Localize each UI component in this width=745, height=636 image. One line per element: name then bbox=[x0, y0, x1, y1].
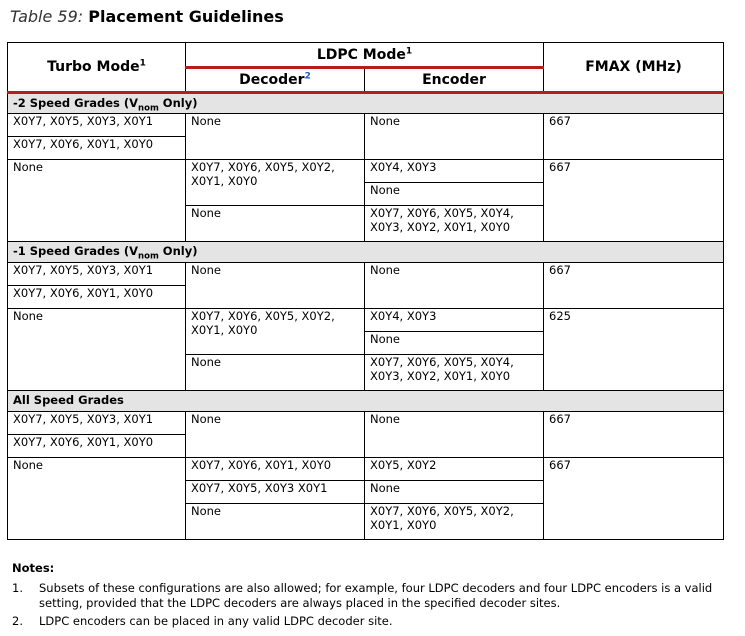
table-row bbox=[8, 412, 724, 435]
decoder-cell: None bbox=[186, 263, 365, 309]
header-ldpc-mode: LDPC Mode$^1$ bbox=[186, 43, 544, 68]
decoder-cell: X0Y7, X0Y5, X0Y3 X0Y1 bbox=[186, 481, 365, 504]
note-number: 1. bbox=[12, 581, 23, 595]
speed-grade-group-title: -1 Speed Grades ($V_{nom}$ Only) bbox=[8, 242, 724, 263]
encoder-cell: X0Y7, X0Y6, X0Y5, X0Y4, X0Y3, X0Y2, X0Y1, X0Y0 bbox=[365, 355, 544, 391]
encoder-cell: None bbox=[365, 183, 544, 206]
fmax-cell: 667 bbox=[544, 263, 724, 309]
notes-title: Notes: bbox=[12, 561, 55, 575]
turbo-mode-cell: None bbox=[8, 309, 186, 391]
encoder-cell: None bbox=[365, 412, 544, 458]
fmax-cell: 667 bbox=[544, 458, 724, 540]
note-item bbox=[12, 614, 732, 629]
decoder-cell: X0Y7, X0Y6, X0Y1, X0Y0 bbox=[186, 458, 365, 481]
encoder-cell: X0Y7, X0Y6, X0Y5, X0Y4, X0Y3, X0Y2, X0Y1, X0Y0 bbox=[365, 206, 544, 242]
speed-grade-group-title: All Speed Grades bbox=[8, 391, 724, 412]
note-item bbox=[12, 581, 732, 611]
fmax-cell: 667 bbox=[544, 114, 724, 160]
decoder-cell: None bbox=[186, 114, 365, 160]
turbo-mode-cell: X0Y7, X0Y6, X0Y1, X0Y0 bbox=[8, 435, 186, 458]
table-row bbox=[8, 93, 724, 114]
table-row bbox=[8, 391, 724, 412]
fmax-cell: 667 bbox=[544, 412, 724, 458]
turbo-mode-cell: X0Y7, X0Y6, X0Y1, X0Y0 bbox=[8, 137, 186, 160]
note-text: LDPC encoders can be placed in any valid LDPC decoder site. bbox=[39, 614, 393, 628]
note-text: Subsets of these configurations are also allowed; for example, four LDPC decoders and four LDPC encoders is a valid setting, provided that the LDPC decoders are always placed in the specified decoder sites. bbox=[39, 581, 713, 610]
table-row bbox=[8, 309, 724, 332]
notes bbox=[12, 561, 732, 632]
placement-guidelines-table bbox=[7, 42, 724, 540]
footnote-link-2[interactable]: 2 bbox=[304, 71, 311, 82]
encoder-cell: X0Y4, X0Y3 bbox=[365, 309, 544, 332]
fmax-cell: 667 bbox=[544, 160, 724, 242]
table-title: Placement Guidelines bbox=[88, 7, 284, 26]
decoder-cell: None bbox=[186, 412, 365, 458]
header-turbo-mode: Turbo Mode$^1$ bbox=[8, 43, 186, 93]
decoder-cell: X0Y7, X0Y6, X0Y5, X0Y2, X0Y1, X0Y0 bbox=[186, 160, 365, 206]
turbo-mode-cell: X0Y7, X0Y5, X0Y3, X0Y1 bbox=[8, 263, 186, 286]
table-number: Table 59: bbox=[10, 7, 84, 26]
note-number: 2. bbox=[12, 614, 23, 628]
header-fmax: FMAX (MHz) bbox=[544, 43, 724, 93]
encoder-cell: X0Y7, X0Y6, X0Y5, X0Y2, X0Y1, X0Y0 bbox=[365, 504, 544, 540]
turbo-mode-cell: X0Y7, X0Y5, X0Y3, X0Y1 bbox=[8, 114, 186, 137]
encoder-cell: None bbox=[365, 332, 544, 355]
fmax-cell: 625 bbox=[544, 309, 724, 391]
encoder-cell: X0Y4, X0Y3 bbox=[365, 160, 544, 183]
decoder-cell: None bbox=[186, 206, 365, 242]
speed-grade-group-title: -2 Speed Grades ($V_{nom}$ Only) bbox=[8, 93, 724, 114]
header-decoder: Decoder$^2$ bbox=[186, 68, 365, 93]
table-caption bbox=[10, 7, 284, 26]
header-encoder: Encoder bbox=[365, 68, 544, 93]
turbo-mode-cell: X0Y7, X0Y5, X0Y3, X0Y1 bbox=[8, 412, 186, 435]
decoder-cell: None bbox=[186, 504, 365, 540]
encoder-cell: None bbox=[365, 114, 544, 160]
encoder-cell: X0Y5, X0Y2 bbox=[365, 458, 544, 481]
table-row bbox=[8, 263, 724, 286]
table-row bbox=[8, 242, 724, 263]
table-row bbox=[8, 458, 724, 481]
turbo-mode-cell: None bbox=[8, 160, 186, 242]
decoder-cell: X0Y7, X0Y6, X0Y5, X0Y2, X0Y1, X0Y0 bbox=[186, 309, 365, 355]
decoder-cell: None bbox=[186, 355, 365, 391]
encoder-cell: None bbox=[365, 481, 544, 504]
turbo-mode-cell: None bbox=[8, 458, 186, 540]
table-row bbox=[8, 160, 724, 183]
table-row bbox=[8, 114, 724, 137]
turbo-mode-cell: X0Y7, X0Y6, X0Y1, X0Y0 bbox=[8, 286, 186, 309]
encoder-cell: None bbox=[365, 263, 544, 309]
